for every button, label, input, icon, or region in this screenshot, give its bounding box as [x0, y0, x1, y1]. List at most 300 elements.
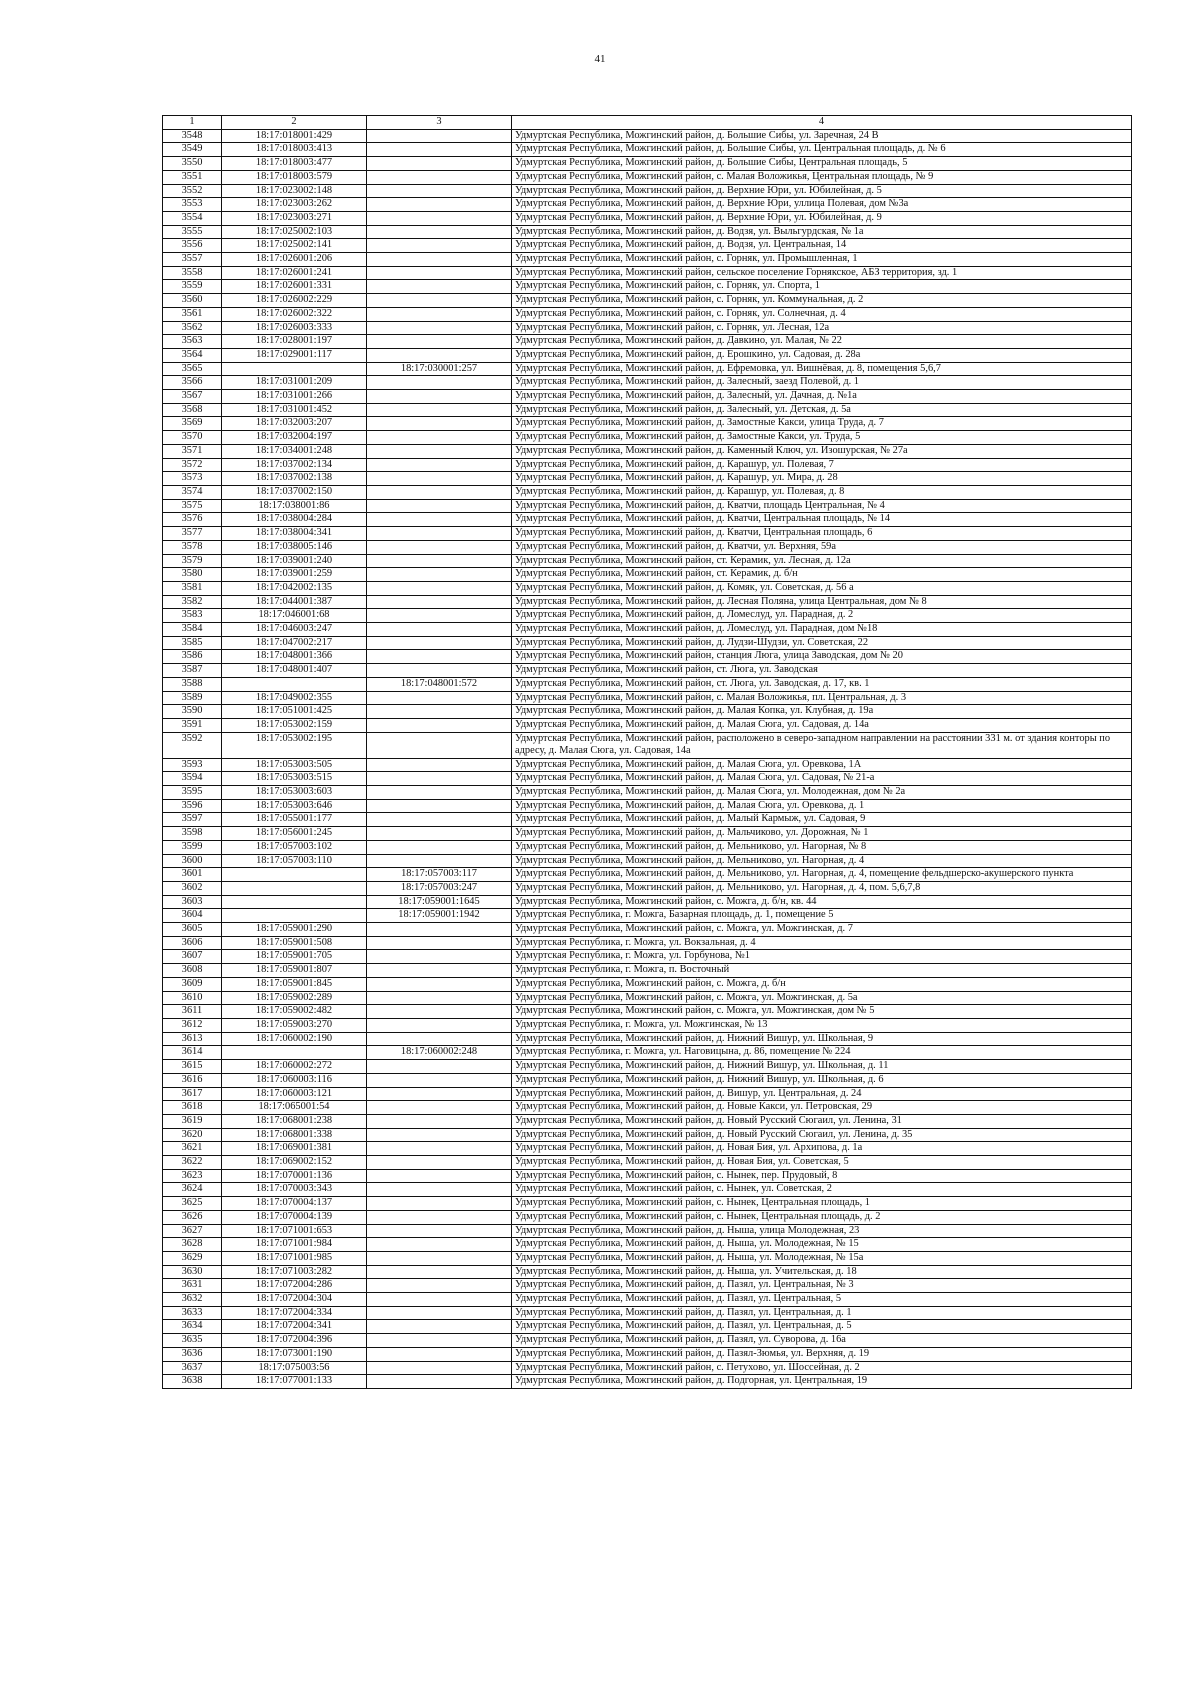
- premises-number-cell: [367, 390, 512, 404]
- premises-number-cell: [367, 143, 512, 157]
- premises-number-cell: [367, 184, 512, 198]
- row-number-cell: 3581: [163, 581, 222, 595]
- table-row: [163, 307, 1132, 321]
- premises-number-cell: [367, 936, 512, 950]
- column-header: 3: [367, 116, 512, 130]
- row-number-cell: 3565: [163, 362, 222, 376]
- cadastral-number-cell: 18:17:071001:985: [222, 1251, 367, 1265]
- row-number-cell: 3573: [163, 472, 222, 486]
- cadastral-number-cell: 18:17:037002:138: [222, 472, 367, 486]
- cadastral-number-cell: 18:17:028001:197: [222, 335, 367, 349]
- table-row: [163, 527, 1132, 541]
- table-row: [163, 909, 1132, 923]
- row-number-cell: 3572: [163, 458, 222, 472]
- address-cell: Удмуртская Республика, Можгинский район, д. Ныша, улица Молодежная, 23: [512, 1224, 1132, 1238]
- premises-number-cell: [367, 554, 512, 568]
- premises-number-cell: [367, 813, 512, 827]
- table-row: [163, 472, 1132, 486]
- table-row: [163, 1306, 1132, 1320]
- cadastral-number-cell: 18:17:077001:133: [222, 1375, 367, 1389]
- cadastral-number-cell: 18:17:032003:207: [222, 417, 367, 431]
- cadastral-number-cell: 18:17:026001:331: [222, 280, 367, 294]
- cadastral-number-cell: 18:17:025002:103: [222, 225, 367, 239]
- address-cell: Удмуртская Республика, Можгинский район, с. Нынек, пер. Прудовый, 8: [512, 1169, 1132, 1183]
- table-row: [163, 936, 1132, 950]
- row-number-cell: 3599: [163, 840, 222, 854]
- address-cell: Удмуртская Республика, Можгинский район, д. Каменный Ключ, ул. Изошурская, № 27а: [512, 444, 1132, 458]
- row-number-cell: 3588: [163, 677, 222, 691]
- row-number-cell: 3607: [163, 950, 222, 964]
- premises-number-cell: [367, 1169, 512, 1183]
- premises-number-cell: [367, 581, 512, 595]
- address-cell: Удмуртская Республика, Можгинский район, с. Нынек, ул. Советская, 2: [512, 1183, 1132, 1197]
- premises-number-cell: [367, 977, 512, 991]
- premises-number-cell: 18:17:059001:1645: [367, 895, 512, 909]
- address-cell: Удмуртская Республика, Можгинский район, д. Малая Сюга, ул. Оревкова, 1А: [512, 758, 1132, 772]
- row-number-cell: 3602: [163, 881, 222, 895]
- cadastral-number-cell: 18:17:069001:381: [222, 1142, 367, 1156]
- address-cell: Удмуртская Республика, Можгинский район, д. Мельниково, ул. Нагорная, № 8: [512, 840, 1132, 854]
- premises-number-cell: [367, 799, 512, 813]
- premises-number-cell: 18:17:057003:117: [367, 868, 512, 882]
- premises-number-cell: [367, 540, 512, 554]
- table-row: [163, 868, 1132, 882]
- cadastral-number-cell: 18:17:026003:333: [222, 321, 367, 335]
- table-row: [163, 1101, 1132, 1115]
- premises-number-cell: [367, 321, 512, 335]
- address-cell: Удмуртская Республика, Можгинский район, д. Замостные Какси, улица Труда, д. 7: [512, 417, 1132, 431]
- row-number-cell: 3563: [163, 335, 222, 349]
- cadastral-number-cell: 18:17:059001:845: [222, 977, 367, 991]
- column-header: 1: [163, 116, 222, 130]
- premises-number-cell: [367, 827, 512, 841]
- table-header-row: [163, 116, 1132, 130]
- cadastral-number-cell: 18:17:023003:262: [222, 198, 367, 212]
- address-cell: Удмуртская Республика, Можгинский район, д. Лудзи-Шудзи, ул. Советская, 22: [512, 636, 1132, 650]
- cadastral-number-cell: 18:17:068001:338: [222, 1128, 367, 1142]
- row-number-cell: 3566: [163, 376, 222, 390]
- table-row: [163, 1224, 1132, 1238]
- table-row: [163, 1320, 1132, 1334]
- address-cell: Удмуртская Республика, Можгинский район, д. Ныша, ул. Учительская, д. 18: [512, 1265, 1132, 1279]
- premises-number-cell: [367, 1224, 512, 1238]
- table-row: [163, 923, 1132, 937]
- address-cell: Удмуртская Республика, Можгинский район, д. Ныша, ул. Молодежная, № 15: [512, 1238, 1132, 1252]
- row-number-cell: 3615: [163, 1060, 222, 1074]
- row-number-cell: 3627: [163, 1224, 222, 1238]
- premises-number-cell: [367, 840, 512, 854]
- table-row: [163, 1375, 1132, 1389]
- table-row: [163, 664, 1132, 678]
- address-cell: Удмуртская Республика, Можгинский район, д. Комяк, ул. Советская, д. 56 а: [512, 581, 1132, 595]
- row-number-cell: 3633: [163, 1306, 222, 1320]
- address-cell: Удмуртская Республика, Можгинский район, д. Пазял-Зюмья, ул. Верхняя, д. 19: [512, 1347, 1132, 1361]
- address-cell: Удмуртская Республика, Можгинский район, д. Малая Сюга, ул. Садовая, № 21-а: [512, 772, 1132, 786]
- cadastral-number-cell: 18:17:046001:68: [222, 609, 367, 623]
- cadastral-number-cell: 18:17:026001:241: [222, 266, 367, 280]
- row-number-cell: 3611: [163, 1005, 222, 1019]
- row-number-cell: 3585: [163, 636, 222, 650]
- address-cell: Удмуртская Республика, Можгинский район, ст. Керамик, ул. Лесная, д. 12а: [512, 554, 1132, 568]
- table-row: [163, 1265, 1132, 1279]
- address-cell: Удмуртская Республика, Можгинский район, д. Новый Русский Сюгаил, ул. Ленина, 31: [512, 1114, 1132, 1128]
- address-cell: Удмуртская Республика, Можгинский район, д. Большие Сибы, ул. Заречная, 24 В: [512, 129, 1132, 143]
- cadastral-number-cell: 18:17:038005:146: [222, 540, 367, 554]
- cadastral-number-cell: [222, 881, 367, 895]
- table-row: [163, 1279, 1132, 1293]
- premises-number-cell: [367, 923, 512, 937]
- premises-number-cell: [367, 1114, 512, 1128]
- cadastral-number-cell: 18:17:073001:190: [222, 1347, 367, 1361]
- table-row: [163, 1073, 1132, 1087]
- address-cell: Удмуртская Республика, Можгинский район, с. Горняк, ул. Промышленная, 1: [512, 253, 1132, 267]
- address-cell: Удмуртская Республика, Можгинский район, с. Нынек, Центральная площадь, д. 2: [512, 1210, 1132, 1224]
- premises-number-cell: [367, 1293, 512, 1307]
- cadastral-number-cell: 18:17:042002:135: [222, 581, 367, 595]
- premises-number-cell: 18:17:059001:1942: [367, 909, 512, 923]
- row-number-cell: 3561: [163, 307, 222, 321]
- table-row: [163, 1046, 1132, 1060]
- row-number-cell: 3596: [163, 799, 222, 813]
- address-cell: Удмуртская Республика, Можгинский район, д. Залесный, заезд Полевой, д. 1: [512, 376, 1132, 390]
- premises-number-cell: [367, 280, 512, 294]
- table-row: [163, 581, 1132, 595]
- row-number-cell: 3590: [163, 705, 222, 719]
- table-row: [163, 444, 1132, 458]
- premises-number-cell: [367, 854, 512, 868]
- cadastral-number-cell: 18:17:055001:177: [222, 813, 367, 827]
- cadastral-number-cell: 18:17:038004:284: [222, 513, 367, 527]
- address-cell: Удмуртская Республика, Можгинский район, д. Пазял, ул. Центральная, д. 1: [512, 1306, 1132, 1320]
- row-number-cell: 3574: [163, 485, 222, 499]
- row-number-cell: 3614: [163, 1046, 222, 1060]
- address-cell: Удмуртская Республика, Можгинский район, д. Мальчиково, ул. Дорожная, № 1: [512, 827, 1132, 841]
- table-row: [163, 1114, 1132, 1128]
- row-number-cell: 3606: [163, 936, 222, 950]
- table-row: [163, 390, 1132, 404]
- table-row: [163, 1251, 1132, 1265]
- cadastral-number-cell: 18:17:034001:248: [222, 444, 367, 458]
- address-cell: Удмуртская Республика, Можгинский район, с. Можга, ул. Можгинская, д. 7: [512, 923, 1132, 937]
- row-number-cell: 3635: [163, 1334, 222, 1348]
- cadastral-number-cell: 18:17:072004:341: [222, 1320, 367, 1334]
- address-cell: Удмуртская Республика, г. Можга, ул. Горбунова, №1: [512, 950, 1132, 964]
- row-number-cell: 3623: [163, 1169, 222, 1183]
- cadastral-number-cell: 18:17:060002:272: [222, 1060, 367, 1074]
- address-cell: Удмуртская Республика, Можгинский район, с. Можга, ул. Можгинская, дом № 5: [512, 1005, 1132, 1019]
- table-row: [163, 184, 1132, 198]
- row-number-cell: 3619: [163, 1114, 222, 1128]
- premises-number-cell: [367, 1183, 512, 1197]
- cadastral-number-cell: 18:17:057003:102: [222, 840, 367, 854]
- premises-number-cell: [367, 431, 512, 445]
- address-cell: Удмуртская Республика, г. Можга, ул. Можгинская, № 13: [512, 1019, 1132, 1033]
- address-cell: Удмуртская Республика, Можгинский район, д. Новая Бия, ул. Советская, 5: [512, 1156, 1132, 1170]
- table-row: [163, 485, 1132, 499]
- row-number-cell: 3597: [163, 813, 222, 827]
- table-row: [163, 1019, 1132, 1033]
- cadastral-number-cell: 18:17:053003:603: [222, 786, 367, 800]
- property-register-table: [162, 115, 1132, 1389]
- address-cell: Удмуртская Республика, Можгинский район, д. Залесный, ул. Детская, д. 5а: [512, 403, 1132, 417]
- premises-number-cell: [367, 718, 512, 732]
- cadastral-number-cell: [222, 868, 367, 882]
- page-number: 41: [594, 53, 606, 65]
- premises-number-cell: [367, 348, 512, 362]
- cadastral-number-cell: 18:17:048001:407: [222, 664, 367, 678]
- address-cell: Удмуртская Республика, Можгинский район, д. Малая Сюга, ул. Молодежная, дом № 2а: [512, 786, 1132, 800]
- cadastral-number-cell: 18:17:072004:286: [222, 1279, 367, 1293]
- row-number-cell: 3621: [163, 1142, 222, 1156]
- table-row: [163, 977, 1132, 991]
- row-number-cell: 3583: [163, 609, 222, 623]
- premises-number-cell: [367, 1306, 512, 1320]
- premises-number-cell: [367, 129, 512, 143]
- premises-number-cell: [367, 786, 512, 800]
- row-number-cell: 3628: [163, 1238, 222, 1252]
- cadastral-number-cell: 18:17:059001:705: [222, 950, 367, 964]
- table-row: [163, 1032, 1132, 1046]
- table-row: [163, 540, 1132, 554]
- cadastral-number-cell: 18:17:026002:229: [222, 294, 367, 308]
- table-row: [163, 786, 1132, 800]
- cadastral-number-cell: 18:17:018003:579: [222, 170, 367, 184]
- table-row: [163, 636, 1132, 650]
- premises-number-cell: [367, 568, 512, 582]
- row-number-cell: 3601: [163, 868, 222, 882]
- cadastral-number-cell: 18:17:059001:807: [222, 964, 367, 978]
- premises-number-cell: [367, 472, 512, 486]
- premises-number-cell: 18:17:030001:257: [367, 362, 512, 376]
- premises-number-cell: [367, 485, 512, 499]
- cadastral-number-cell: 18:17:023003:271: [222, 211, 367, 225]
- table-row: [163, 280, 1132, 294]
- cadastral-number-cell: [222, 677, 367, 691]
- row-number-cell: 3594: [163, 772, 222, 786]
- address-cell: Удмуртская Республика, Можгинский район, д. Новые Какси, ул. Петровская, 29: [512, 1101, 1132, 1115]
- premises-number-cell: [367, 1087, 512, 1101]
- table-row: [163, 950, 1132, 964]
- cadastral-number-cell: [222, 1046, 367, 1060]
- cadastral-number-cell: 18:17:053003:515: [222, 772, 367, 786]
- cadastral-number-cell: 18:17:068001:238: [222, 1114, 367, 1128]
- cadastral-number-cell: 18:17:053002:195: [222, 732, 367, 758]
- cadastral-number-cell: 18:17:069002:152: [222, 1156, 367, 1170]
- row-number-cell: 3550: [163, 157, 222, 171]
- row-number-cell: 3618: [163, 1101, 222, 1115]
- address-cell: Удмуртская Республика, Можгинский район, д. Новый Русский Сюгаил, ул. Ленина, д. 35: [512, 1128, 1132, 1142]
- cadastral-number-cell: 18:17:072004:304: [222, 1293, 367, 1307]
- row-number-cell: 3569: [163, 417, 222, 431]
- premises-number-cell: [367, 636, 512, 650]
- premises-number-cell: [367, 307, 512, 321]
- table-row: [163, 211, 1132, 225]
- premises-number-cell: [367, 444, 512, 458]
- premises-number-cell: [367, 1238, 512, 1252]
- premises-number-cell: [367, 403, 512, 417]
- address-cell: Удмуртская Республика, Можгинский район, с. Горняк, ул. Коммунальная, д. 2: [512, 294, 1132, 308]
- table-row: [163, 705, 1132, 719]
- premises-number-cell: [367, 705, 512, 719]
- row-number-cell: 3579: [163, 554, 222, 568]
- table-row: [163, 813, 1132, 827]
- row-number-cell: 3553: [163, 198, 222, 212]
- table-row: [163, 799, 1132, 813]
- table-row: [163, 1293, 1132, 1307]
- table-row: [163, 758, 1132, 772]
- address-cell: Удмуртская Республика, Можгинский район, д. Большие Сибы, Центральная площадь, 5: [512, 157, 1132, 171]
- row-number-cell: 3554: [163, 211, 222, 225]
- address-cell: Удмуртская Республика, Можгинский район, д. Ломеслуд, ул. Парадная, д. 2: [512, 609, 1132, 623]
- table-row: [163, 1334, 1132, 1348]
- cadastral-number-cell: 18:17:038001:86: [222, 499, 367, 513]
- address-cell: Удмуртская Республика, Можгинский район, с. Можга, ул. Можгинская, д. 5а: [512, 991, 1132, 1005]
- address-cell: Удмуртская Республика, Можгинский район, д. Пазял, ул. Суворова, д. 16а: [512, 1334, 1132, 1348]
- table-row: [163, 239, 1132, 253]
- table-row: [163, 772, 1132, 786]
- cadastral-number-cell: 18:17:047002:217: [222, 636, 367, 650]
- premises-number-cell: [367, 1320, 512, 1334]
- cadastral-number-cell: 18:17:039001:259: [222, 568, 367, 582]
- row-number-cell: 3564: [163, 348, 222, 362]
- premises-number-cell: [367, 772, 512, 786]
- table-row: [163, 458, 1132, 472]
- cadastral-number-cell: 18:17:070001:136: [222, 1169, 367, 1183]
- table-row: [163, 677, 1132, 691]
- address-cell: Удмуртская Республика, Можгинский район, д. Пазял, ул. Центральная, д. 5: [512, 1320, 1132, 1334]
- address-cell: Удмуртская Республика, Можгинский район, д. Кватчи, ул. Верхняя, 59а: [512, 540, 1132, 554]
- cadastral-number-cell: 18:17:070004:137: [222, 1197, 367, 1211]
- row-number-cell: 3568: [163, 403, 222, 417]
- premises-number-cell: [367, 1251, 512, 1265]
- address-cell: Удмуртская Республика, Можгинский район, д. Малый Кармыж, ул. Садовая, 9: [512, 813, 1132, 827]
- address-cell: Удмуртская Республика, Можгинский район, д. Кватчи, Центральная площадь, № 14: [512, 513, 1132, 527]
- address-cell: Удмуртская Республика, Можгинский район, с. Горняк, ул. Спорта, 1: [512, 280, 1132, 294]
- cadastral-number-cell: 18:17:072004:334: [222, 1306, 367, 1320]
- address-cell: Удмуртская Республика, Можгинский район, д. Замостные Какси, ул. Труда, 5: [512, 431, 1132, 445]
- cadastral-number-cell: 18:17:059001:508: [222, 936, 367, 950]
- table-row: [163, 198, 1132, 212]
- row-number-cell: 3625: [163, 1197, 222, 1211]
- premises-number-cell: [367, 1156, 512, 1170]
- address-cell: Удмуртская Республика, Можгинский район, д. Нижний Вишур, ул. Школьная, д. 6: [512, 1073, 1132, 1087]
- address-cell: Удмуртская Республика, Можгинский район, д. Карашур, ул. Полевая, д. 8: [512, 485, 1132, 499]
- cadastral-number-cell: 18:17:032004:197: [222, 431, 367, 445]
- row-number-cell: 3620: [163, 1128, 222, 1142]
- cadastral-number-cell: 18:17:053002:159: [222, 718, 367, 732]
- premises-number-cell: [367, 376, 512, 390]
- row-number-cell: 3551: [163, 170, 222, 184]
- address-cell: Удмуртская Республика, Можгинский район, расположено в северо-западном направлении на расстоянии 331 м. от здания конторы по адресу, д. Малая Сюга, ул. Садовая, 14а: [512, 732, 1132, 758]
- row-number-cell: 3595: [163, 786, 222, 800]
- address-cell: Удмуртская Республика, Можгинский район, с. Горняк, ул. Лесная, 12а: [512, 321, 1132, 335]
- address-cell: Удмуртская Республика, Можгинский район, д. Карашур, ул. Мира, д. 28: [512, 472, 1132, 486]
- cadastral-number-cell: 18:17:026001:206: [222, 253, 367, 267]
- row-number-cell: 3584: [163, 623, 222, 637]
- address-cell: Удмуртская Республика, Можгинский район, д. Верхние Юри, ул. Юбилейная, д. 5: [512, 184, 1132, 198]
- address-cell: Удмуртская Республика, Можгинский район, д. Давкино, ул. Малая, № 22: [512, 335, 1132, 349]
- cadastral-number-cell: 18:17:059002:289: [222, 991, 367, 1005]
- cadastral-number-cell: 18:17:023002:148: [222, 184, 367, 198]
- premises-number-cell: [367, 198, 512, 212]
- table-row: [163, 157, 1132, 171]
- address-cell: Удмуртская Республика, Можгинский район, с. Малая Воложикья, пл. Центральная, д. 3: [512, 691, 1132, 705]
- table-row: [163, 650, 1132, 664]
- cadastral-number-cell: 18:17:048001:366: [222, 650, 367, 664]
- premises-number-cell: [367, 1005, 512, 1019]
- table-row: [163, 321, 1132, 335]
- cadastral-number-cell: 18:17:053003:646: [222, 799, 367, 813]
- row-number-cell: 3587: [163, 664, 222, 678]
- row-number-cell: 3559: [163, 280, 222, 294]
- address-cell: Удмуртская Республика, г. Можга, ул. Наговицына, д. 86, помещение № 224: [512, 1046, 1132, 1060]
- table-row: [163, 294, 1132, 308]
- table-row: [163, 1142, 1132, 1156]
- address-cell: Удмуртская Республика, Можгинский район, д. Залесный, ул. Дачная, д. №1а: [512, 390, 1132, 404]
- table-row: [163, 253, 1132, 267]
- premises-number-cell: 18:17:048001:572: [367, 677, 512, 691]
- address-cell: Удмуртская Республика, Можгинский район, д. Ломеслуд, ул. Парадная, дом №18: [512, 623, 1132, 637]
- table-row: [163, 1183, 1132, 1197]
- address-cell: Удмуртская Республика, Можгинский район, сельское поселение Горнякское, АБЗ территория, зд. 1: [512, 266, 1132, 280]
- row-number-cell: 3624: [163, 1183, 222, 1197]
- row-number-cell: 3600: [163, 854, 222, 868]
- table-row: [163, 499, 1132, 513]
- table-row: [163, 362, 1132, 376]
- cadastral-number-cell: 18:17:039001:240: [222, 554, 367, 568]
- premises-number-cell: [367, 513, 512, 527]
- premises-number-cell: [367, 1032, 512, 1046]
- table-row: [163, 431, 1132, 445]
- cadastral-number-cell: 18:17:025002:141: [222, 239, 367, 253]
- row-number-cell: 3580: [163, 568, 222, 582]
- row-number-cell: 3608: [163, 964, 222, 978]
- address-cell: Удмуртская Республика, г. Можга, Базарная площадь, д. 1, помещение 5: [512, 909, 1132, 923]
- cadastral-number-cell: 18:17:044001:387: [222, 595, 367, 609]
- cadastral-number-cell: 18:17:031001:452: [222, 403, 367, 417]
- row-number-cell: 3586: [163, 650, 222, 664]
- row-number-cell: 3576: [163, 513, 222, 527]
- table-row: [163, 1238, 1132, 1252]
- table-row: [163, 991, 1132, 1005]
- cadastral-number-cell: 18:17:037002:134: [222, 458, 367, 472]
- address-cell: Удмуртская Республика, Можгинский район, д. Малая Сюга, ул. Садовая, д. 14а: [512, 718, 1132, 732]
- address-cell: Удмуртская Республика, Можгинский район, ст. Люга, ул. Заводская: [512, 664, 1132, 678]
- address-cell: Удмуртская Республика, Можгинский район, д. Ныша, ул. Молодежная, № 15а: [512, 1251, 1132, 1265]
- row-number-cell: 3556: [163, 239, 222, 253]
- row-number-cell: 3555: [163, 225, 222, 239]
- premises-number-cell: [367, 732, 512, 758]
- cadastral-number-cell: 18:17:065001:54: [222, 1101, 367, 1115]
- table-row: [163, 1005, 1132, 1019]
- row-number-cell: 3638: [163, 1375, 222, 1389]
- table-row: [163, 266, 1132, 280]
- premises-number-cell: [367, 239, 512, 253]
- row-number-cell: 3548: [163, 129, 222, 143]
- row-number-cell: 3571: [163, 444, 222, 458]
- table-row: [163, 143, 1132, 157]
- premises-number-cell: [367, 595, 512, 609]
- table-row: [163, 595, 1132, 609]
- premises-number-cell: [367, 1101, 512, 1115]
- column-header: 2: [222, 116, 367, 130]
- table-row: [163, 1210, 1132, 1224]
- address-cell: Удмуртская Республика, г. Можга, ул. Вокзальная, д. 4: [512, 936, 1132, 950]
- address-cell: Удмуртская Республика, Можгинский район, д. Лесная Поляна, улица Центральная, дом № 8: [512, 595, 1132, 609]
- row-number-cell: 3557: [163, 253, 222, 267]
- table-row: [163, 1347, 1132, 1361]
- premises-number-cell: [367, 623, 512, 637]
